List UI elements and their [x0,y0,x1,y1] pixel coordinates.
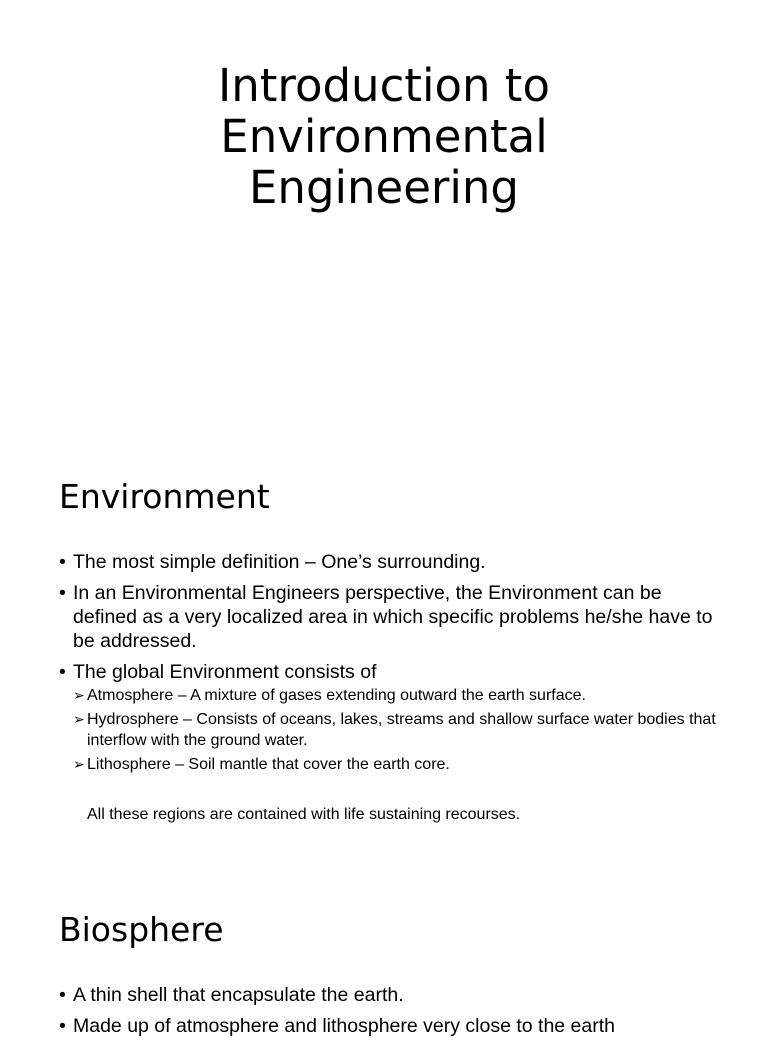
bullet-text: A thin shell that encapsulate the earth. [73,984,404,1006]
title-line: Engineering [249,161,519,214]
bullet-icon: • [59,984,66,1006]
title-line: Introduction to [218,59,550,112]
sub-list-item [73,685,719,706]
list-item [59,660,719,775]
list-item [59,1014,719,1038]
arrow-bullet-icon: ➢ [73,756,85,772]
bullet-text: In an Environmental Engineers perspective, the Environment can be defined as a very localized area in which specific problems he/she have to be addressed. [73,582,713,652]
list-item [59,581,719,653]
bullet-icon: • [59,582,66,604]
biosphere-heading: Biosphere [59,910,224,949]
bullet-icon: • [59,1015,66,1037]
biosphere-bullet-list [59,983,719,1045]
list-item [59,983,719,1007]
bullet-text: The most simple definition – One’s surrounding. [73,551,486,573]
list-item [59,550,719,574]
environment-note: All these regions are contained with life sustaining recourses. [87,806,521,823]
title-slide [0,60,768,213]
sub-list-item [73,754,719,775]
environment-bullet-list [59,550,719,782]
sub-list-item [73,709,719,751]
sub-item-text: Atmosphere – A mixture of gases extending outward the earth surface. [87,687,586,704]
title-line: Environmental [220,110,548,163]
bullet-icon: • [59,661,66,683]
bullet-icon: • [59,551,66,573]
arrow-bullet-icon: ➢ [73,711,85,727]
arrow-bullet-icon: ➢ [73,687,85,703]
sub-item-text: Hydrosphere – Consists of oceans, lakes, streams and shallow surface water bodies that interflow with the ground water. [87,711,716,749]
bullet-text: The global Environment consists of [73,661,377,683]
bullet-text: Made up of atmosphere and lithosphere very close to the earth [73,1015,615,1037]
environment-heading: Environment [59,477,270,516]
sub-item-text: Lithosphere – Soil mantle that cover the earth core. [87,756,450,773]
environment-sub-list [73,685,719,775]
